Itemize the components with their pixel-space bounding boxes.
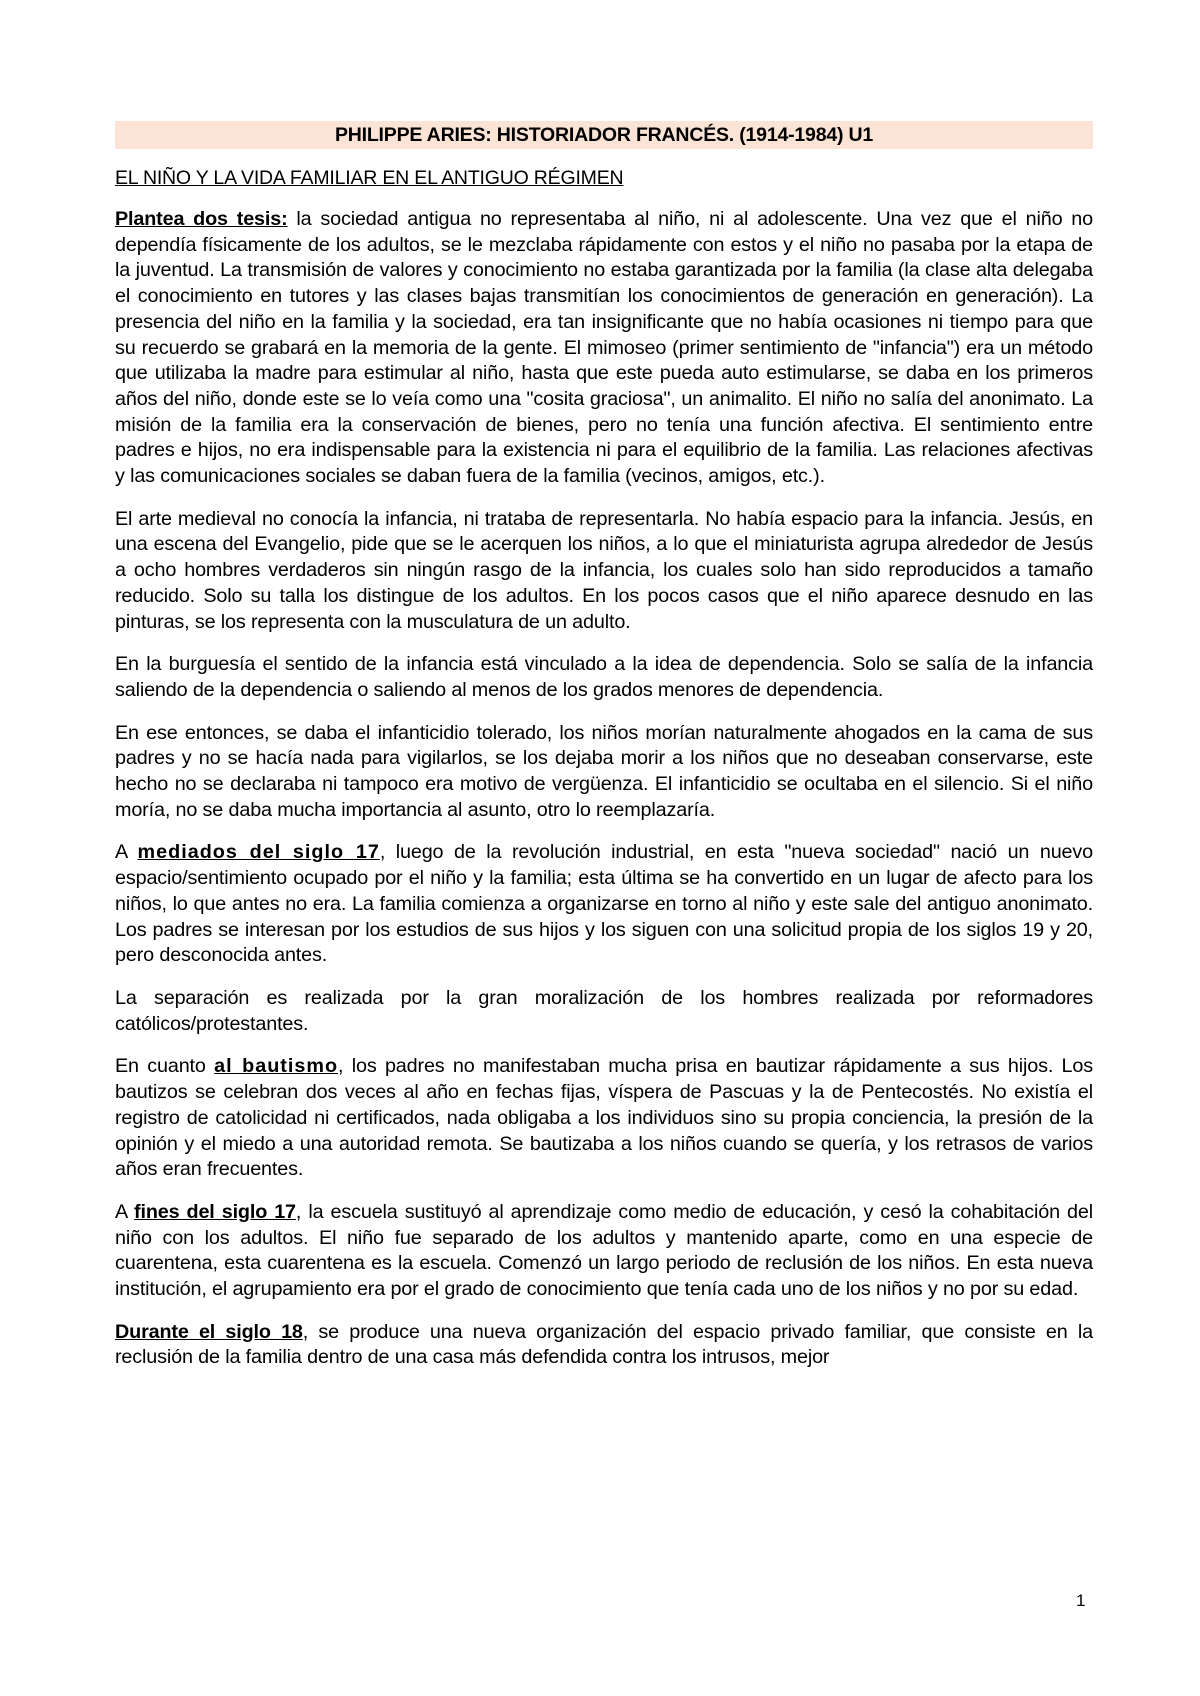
paragraph-lead: A (115, 1200, 135, 1223)
paragraph-lead: A (115, 841, 138, 864)
paragraph-text: , la escuela sustituyó al aprendizaje como medio de educación, y cesó la cohabitación del niño con los adultos. El niño fue separado de los adultos y mantenido aparte, como en una especie de cuarentena, esta cuarentena es la escuela. Comenzó un largo periodo de reclusión de los niños. En esta nueva institución, el agrupamiento era por el grado de conocimiento que tenía cada uno de los niños y no por su edad. (115, 1200, 1093, 1301)
document-subtitle: EL NIÑO Y LA VIDA FAMILIAR EN EL ANTIGUO RÉGIMEN (115, 167, 624, 189)
paragraph-separacion: La separación es realizada por la gran moralización de los hombres realizada por reformadores católicos/protestantes. (115, 986, 1093, 1035)
paragraph-burguesia: En la burguesía el sentido de la infancia está vinculado a la idea de dependencia. Solo se salía de la infancia saliendo de la dependencia o saliendo al menos de los grados menores de dependencia. (115, 653, 1093, 701)
paragraph-tesis (115, 207, 1093, 490)
paragraph-text: , se produce una nueva organización del espacio privado familiar, que consiste en la reclusión de la familia dentro de una casa más defendida contra los intrusos, mejor (115, 1320, 1093, 1369)
keyword-plantea-dos-tesis: Plantea dos tesis: (115, 208, 288, 230)
paragraph-arte-medieval: El arte medieval no conocía la infancia, ni trataba de representarla. No había espacio para la infancia. Jesús, en una escena del Evangelio, pide que se le acerquen los niños, a lo que el miniaturista agrupa alrededor de Jesús a ocho hombres verdaderos sin ningún rasgo de la infancia, los cuales solo han sido reproducidos a tamaño reducido. Solo su talla los distingue de los adultos. En los pocos casos que el niño aparece desnudo en las pinturas, se los representa con la musculatura de un adulto. (115, 507, 1093, 633)
paragraph-bautismo (115, 1054, 1093, 1183)
paragraph-text: la sociedad antigua no representaba al niño, ni al adolescente. Una vez que el niño no dependía físicamente de los adultos, se le mezclaba rápidamente con estos y el niño no pasaba por la etapa de la juventud. La transmisión de valores y conocimiento no estaba garantizada por la familia (la clase alta delegaba el conocimiento en tutores y las clases bajas transmitían los conocimientos de generación en generación). La presencia del niño en la familia y la sociedad, era tan insignificante que no había ocasiones ni tiempo para que su recuerdo se grabará en la memoria de la gente. El mimoseo (primer sentimiento de "infancia") era un método que utilizaba la madre para estimular al niño, hasta que este pueda auto estimularse, se daba en los primeros años del niño, donde este se lo veía como una "cosita graciosa", un animalito. El niño no salía del anonimato. La misión de la familia era la conservación de bienes, pero no tenía una función afectiva. El sentimiento entre padres e hijos, no era indispensable para la existencia ni para el equilibrio de la familia. Las relaciones afectivas y las comunicaciones sociales se daban fuera de la familia (vecinos, amigos, etc.). (115, 208, 1093, 488)
paragraph-text: , los padres no manifestaban mucha prisa en bautizar rápidamente a sus hijos. Los bautizos se celebran dos veces al año en fechas fijas, víspera de Pascuas y la de Pentecostés. No existía el registro de catolicidad ni certificados, nada obligaba a los individuos sino su propia conciencia, la presión de la opinión y el miedo a una autoridad remota. Se bautizaba a los niños cuando se quería, y los retrasos de varios años eran frecuentes. (115, 1055, 1093, 1181)
keyword-mediados-del-siglo-17: mediados del siglo 17 (137, 841, 380, 864)
page-number: 1 (1076, 1591, 1086, 1610)
paragraph-siglo-18 (115, 1320, 1093, 1371)
keyword-fines-del-siglo-17: fines del siglo 17 (134, 1200, 296, 1223)
paragraph-infanticidio: En ese entonces, se daba el infanticidio tolerado, los niños morían naturalmente ahogados en la cama de sus padres y no se hacía nada para vigilarlos, se los dejaba morir a los niños que no deseaban conservarse, este hecho no se declaraba ni tampoco era motivo de vergüenza. El infanticidio se ocultaba en el silencio. Si el niño moría, no se daba mucha importancia al asunto, otro lo reemplazaría. (115, 721, 1093, 821)
keyword-durante-el-siglo-18: Durante el siglo 18 (115, 1320, 303, 1343)
document-title: PHILIPPE ARIES: HISTORIADOR FRANCÉS. (1914-1984) U1 (115, 121, 1093, 149)
keyword-al-bautismo: al bautismo (214, 1055, 339, 1078)
paragraph-text: , luego de la revolución industrial, en esta "nueva sociedad" nació un nuevo espacio/sentimiento ocupado por el niño y la familia; esta última se ha convertido en un lugar de afecto para los niños, lo que antes no era. La familia comienza a organizarse en torno al niño y este sale del antiguo anonimato. Los padres se interesan por los estudios de sus hijos y los siguen con una solicitud propia de los siglos 19 y 20, pero desconocida antes. (115, 841, 1094, 967)
paragraph-fines-siglo-17 (115, 1200, 1093, 1303)
paragraph-lead: En cuanto (115, 1055, 215, 1078)
document-page (115, 121, 1093, 1388)
paragraph-mediados-siglo-17 (115, 840, 1093, 969)
